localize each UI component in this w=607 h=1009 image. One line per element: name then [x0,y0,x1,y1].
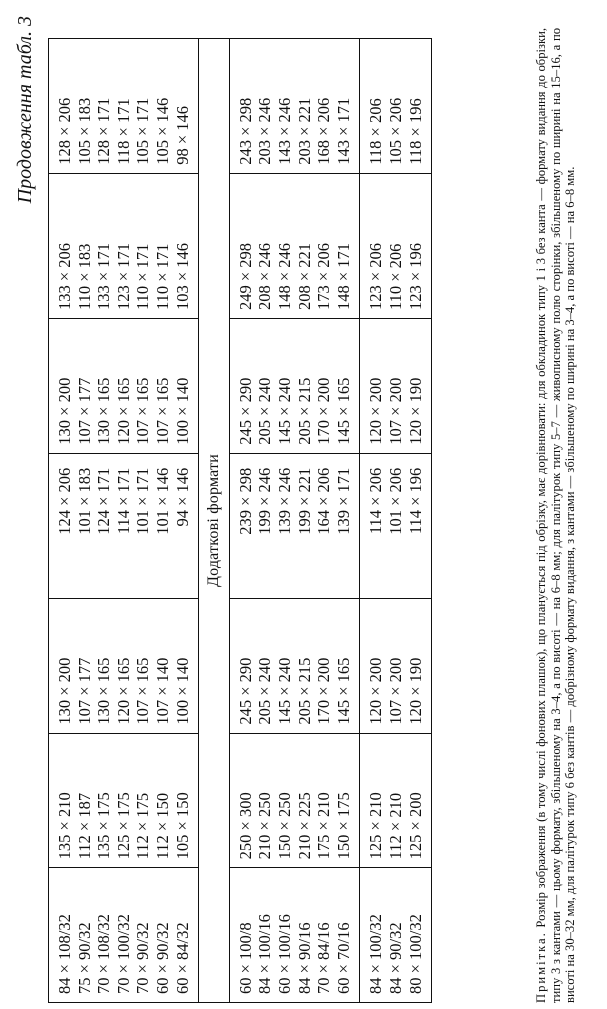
table-cell: 107 × 177 [74,657,94,725]
table-cell: 124 × 171 [94,467,114,535]
table-column-6 [229,173,360,318]
table-cell: 133 × 171 [94,242,114,311]
table-cell: 70 × 108/32 [94,914,114,994]
table-cell: 60 × 70/16 [333,922,353,994]
table-cell: 110 × 206 [385,243,405,311]
table-caption: Продовження табл. 3 [14,16,36,204]
table-cell: 94 × 146 [172,467,192,527]
table-cell: 105 × 150 [172,792,192,860]
table-cell: 124 × 206 [55,467,74,535]
table-cell: 249 × 298 [235,242,255,311]
table-cell: 145 × 165 [333,657,353,725]
table-column-4 [49,453,199,598]
table-cell: 143 × 171 [333,97,353,165]
table-column-2 [229,733,360,868]
table-cell: 112 × 210 [385,792,405,860]
table-cell: 112 × 150 [152,792,172,860]
table-cell: 60 × 100/8 [235,922,255,994]
table-cell: 208 × 221 [294,242,314,311]
footnote-text: Розмір зображення (в тому числі фонових плашок), що планується під обрізку, має дорівнювати: для обкладинок типу 1 і 3 без канта — формату видання до обрізки, типу 3 з кантами — цьому формату, збільшеному на 3–4, а по висоті — на 6–8 мм; для палітурок типу 5–7 — живописному полю сторінки, збільшеному по ширині на 15–16, а по висоті на 30–32 мм, для палітурок типу 6 без кантів — добрізному формату видання, з кантами — збільшеному по ширині на 3–4, а по висоті — на 6–8 мм. [534,28,578,1003]
table-column-4 [360,453,432,598]
table-cell: 118 × 206 [366,98,386,165]
footnote [534,28,578,1003]
table-column-2 [360,733,432,868]
table-cell: 203 × 246 [255,97,275,165]
table-cell: 107 × 165 [133,657,153,725]
table-cell: 120 × 200 [366,377,386,445]
table-column-4 [229,453,360,598]
group-title: Додаткові формати [199,39,230,1003]
table-cell: 107 × 165 [133,377,153,445]
table-cell: 84 × 90/32 [385,922,405,994]
table-cell: 123 × 171 [113,242,133,311]
table-cell: 199 × 246 [255,467,275,535]
group-row [49,39,199,1003]
table-cell: 98 × 146 [172,105,192,165]
table-cell: 120 × 200 [366,657,386,725]
table-cell: 80 × 100/32 [405,914,425,994]
table-cell: 245 × 290 [235,657,255,725]
table-cell: 139 × 171 [333,467,353,535]
table-cell: 239 × 298 [235,467,255,535]
table-cell: 107 × 165 [152,377,172,445]
table-cell: 168 × 206 [314,97,334,165]
table-cell: 243 × 298 [235,97,255,165]
table-cell: 60 × 84/32 [172,922,192,994]
table-cell: 130 × 165 [94,657,114,725]
table-column-3 [49,598,199,733]
table-cell: 170 × 200 [314,377,334,445]
formats-table-body [49,39,432,1003]
table-cell: 114 × 206 [366,467,386,535]
table-cell: 110 × 183 [74,243,94,311]
table-column-7 [229,39,360,174]
group-row [360,39,432,1003]
table-cell: 123 × 206 [366,242,386,311]
table-column-1 [229,868,360,1003]
table-cell: 150 × 175 [333,792,353,860]
table-column-6 [360,173,432,318]
table-cell: 105 × 171 [133,97,153,165]
table-cell: 205 × 240 [255,377,275,445]
table-cell: 130 × 200 [55,377,74,445]
table-cell: 100 × 140 [172,377,192,445]
table-column-1 [49,868,199,1003]
table-cell: 148 × 171 [333,242,353,311]
table-cell: 120 × 190 [405,377,425,445]
table-column-5 [360,319,432,454]
table-cell: 123 × 196 [405,242,425,311]
table-cell: 60 × 90/32 [152,922,172,994]
table-cell: 105 × 206 [385,97,405,165]
table-cell: 250 × 300 [235,792,255,860]
table-column-6 [49,173,199,318]
table-cell: 107 × 140 [152,657,172,725]
table-cell: 70 × 90/32 [133,922,153,994]
table-cell: 100 × 140 [172,657,192,725]
table-cell: 84 × 90/16 [294,922,314,994]
table-cell: 133 × 206 [55,242,74,311]
table-cell: 150 × 250 [274,792,294,860]
formats-table [48,38,432,1003]
table-cell: 205 × 215 [294,377,314,445]
table-cell: 70 × 84/16 [314,922,334,994]
table-cell: 101 × 171 [133,467,153,535]
table-cell: 139 × 246 [274,467,294,535]
group-title-row [199,39,230,1003]
table-column-2 [49,733,199,868]
table-cell: 170 × 200 [314,657,334,725]
table-column-5 [229,319,360,454]
table-cell: 75 × 90/32 [74,922,94,994]
table-cell: 128 × 171 [94,97,114,165]
table-column-7 [360,39,432,174]
table-cell: 110 × 171 [152,243,172,311]
table-cell: 173 × 206 [314,242,334,311]
table-cell: 105 × 183 [74,97,94,165]
table-cell: 205 × 215 [294,657,314,725]
table-cell: 114 × 171 [113,467,133,535]
table-column-5 [49,319,199,454]
table-cell: 70 × 100/32 [113,914,133,994]
table-cell: 125 × 175 [113,792,133,860]
table-cell: 84 × 100/16 [255,914,275,994]
table-column-7 [49,39,199,174]
table-cell: 164 × 206 [314,467,334,535]
table-cell: 128 × 206 [55,97,74,165]
table-cell: 120 × 190 [405,657,425,725]
table-cell: 125 × 200 [405,792,425,860]
table-cell: 145 × 165 [333,377,353,445]
table-cell: 120 × 165 [113,377,133,445]
group-row [229,39,360,1003]
footnote-lead: Примітка. [534,931,548,1003]
table-cell: 145 × 240 [274,377,294,445]
table-cell: 103 × 146 [172,242,192,311]
table-cell: 205 × 240 [255,657,275,725]
table-cell: 60 × 100/16 [274,914,294,994]
table-cell: 84 × 100/32 [366,914,386,994]
table-cell: 110 × 171 [133,243,153,311]
table-cell: 175 × 210 [314,792,334,860]
table-column-3 [229,598,360,733]
table-column-1 [360,868,432,1003]
table-cell: 210 × 225 [294,792,314,860]
table-cell: 135 × 175 [94,792,114,860]
table-cell: 118 × 171 [113,98,133,165]
table-cell: 130 × 200 [55,657,74,725]
table-cell: 148 × 246 [274,242,294,311]
table-cell: 118 × 196 [405,98,425,165]
table-column-3 [360,598,432,733]
table-cell: 210 × 250 [255,792,275,860]
table-cell: 107 × 177 [74,377,94,445]
table-cell: 107 × 200 [385,377,405,445]
table-cell: 105 × 146 [152,97,172,165]
table-cell: 101 × 183 [74,467,94,535]
table-cell: 245 × 290 [235,377,255,445]
table-cell: 208 × 246 [255,242,275,311]
table-cell: 101 × 146 [152,467,172,535]
table-cell: 145 × 240 [274,657,294,725]
table-cell: 143 × 246 [274,97,294,165]
table-cell: 203 × 221 [294,97,314,165]
table-cell: 107 × 200 [385,657,405,725]
table-cell: 84 × 108/32 [55,914,74,994]
table-cell: 101 × 206 [385,467,405,535]
table-cell: 112 × 187 [74,792,94,860]
table-cell: 112 × 175 [133,792,153,860]
table-cell: 199 × 221 [294,467,314,535]
table-cell: 120 × 165 [113,657,133,725]
table-cell: 114 × 196 [405,467,425,535]
table-cell: 130 × 165 [94,377,114,445]
table-cell: 125 × 210 [366,792,386,860]
table-cell: 135 × 210 [55,792,74,860]
